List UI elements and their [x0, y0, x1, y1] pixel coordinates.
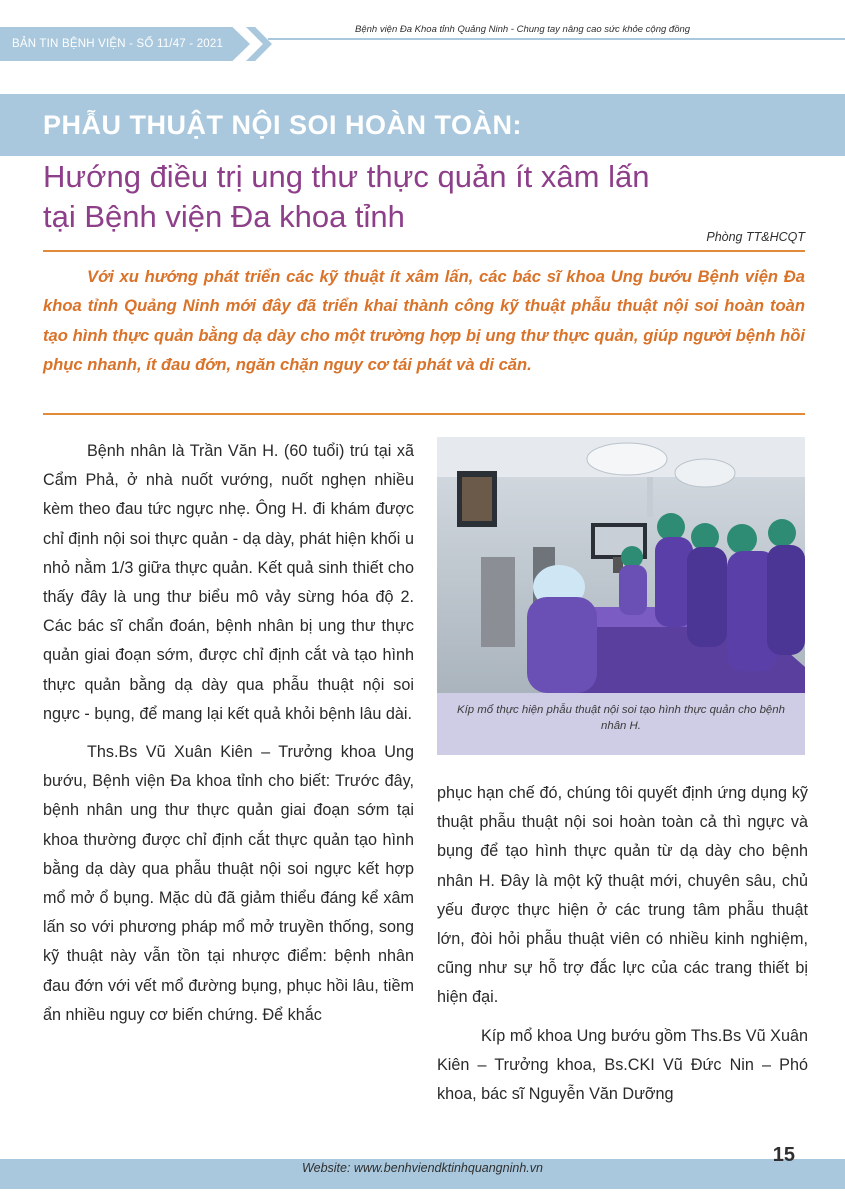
- article-subtitle-line-1: Hướng điều trị ung thư thực quản ít xâm lấn: [43, 159, 650, 194]
- left-column: [43, 437, 414, 1030]
- page-number: 15: [772, 1144, 795, 1166]
- article-byline: Phòng TT&HCQT: [706, 230, 805, 244]
- body-paragraph-2: Ths.Bs Vũ Xuân Kiên – Trưởng khoa Ung bướu, Bệnh viện Đa khoa tỉnh cho biết: Trước đây, bệnh nhân ung thư thực quản giai đoạn sớm tại khoa thường được chỉ định cắt thực quản tạo hình bằng dạ dày qua phẫu thuật nội soi ngực kết hợp mổ mở ổ bụng. Mặc dù đã giảm thiểu đáng kể xâm lấn so với phương pháp mổ mở truyền thống, song kỹ thuật này vẫn tồn tại nhược điểm: bệnh nhân đau đớn với vết mổ đường bụng, phục hồi lâu, tiềm ẩn nhiều nguy cơ biến chứng. Để khắc: [43, 743, 414, 1024]
- body-paragraph-2-continued: phục hạn chế đó, chúng tôi quyết định ứng dụng kỹ thuật phẫu thuật nội soi hoàn toàn cả thì ngực và bụng để tạo hình thực quản từ dạ dày cho bệnh nhân H. Đây là một kỹ thuật mới, chuyên sâu, chủ yếu được thực hiện ở các trung tâm phẫu thuật lớn, đòi hỏi phẫu thuật viên có nhiều kinh nghiệm, cũng như sự hỗ trợ đắc lực của các trang thiết bị hiện đại.: [437, 784, 808, 1007]
- body-paragraph-3: Kíp mổ khoa Ung bướu gồm Ths.Bs Vũ Xuân Kiên – Trưởng khoa, Bs.CKI Vũ Đức Nin – Phó khoa, bác sĩ Nguyễn Văn Dưỡng: [437, 1026, 808, 1104]
- article-subtitle-line-2: tại Bệnh viện Đa khoa tỉnh: [43, 199, 405, 234]
- body-paragraph-1: Bệnh nhân là Trần Văn H. (60 tuổi) trú tại xã Cẩm Phả, ở nhà nuốt vướng, nuốt nghẹn nhiều kèm theo đau tức ngực nhẹ. Ông H. đi khám được chỉ định nội soi thực quản - dạ dày, phát hiện khối u nhỏ nằm 1/3 giữa thực quản. Kết quả sinh thiết cho thấy đây là ung thư biểu mô vảy sừng hóa độ 2. Các bác sĩ chẩn đoán, bệnh nhân bị ung thư thực quản giai đoạn sớm, được chỉ định cắt và tạo hình thực quản bằng dạ dày qua phẫu thuật nội soi ngực - bụng, để mang lại kết quả khỏi bệnh lâu dài.: [43, 442, 414, 723]
- surgery-photo: [437, 437, 805, 693]
- lead-bottom-rule: [43, 413, 805, 415]
- photo-figure: [437, 437, 805, 755]
- right-column: [437, 779, 808, 1109]
- footer-website: Website: www.benhviendktinhquangninh.vn: [302, 1161, 543, 1175]
- header-tagline: Bệnh viện Đa Khoa tỉnh Quảng Ninh - Chung tay nâng cao sức khỏe cộng đồng: [355, 24, 691, 35]
- surgery-photo-illustration: [437, 437, 805, 693]
- header-issue-label: BẢN TIN BỆNH VIỆN - SỐ 11/47 - 2021: [12, 38, 224, 50]
- lead-top-rule: [43, 250, 805, 252]
- article-lead: Với xu hướng phát triển các kỹ thuật ít xâm lấn, các bác sĩ khoa Ung bướu Bệnh viện Đa khoa tỉnh Quảng Ninh mới đây đã triển khai thành công kỹ thuật phẫu thuật nội soi hoàn toàn tạo hình thực quản bằng dạ dày cho một trường hợp bị ung thư thực quản, giúp người bệnh hồi phục nhanh, ít đau đớn, ngăn chặn nguy cơ tái phát và di căn.: [43, 267, 805, 375]
- photo-caption: Kíp mổ thực hiện phẫu thuật nội soi tạo hình thực quản cho bệnh nhân H.: [457, 704, 785, 732]
- header-divider: [268, 38, 845, 40]
- article-title: PHẪU THUẬT NỘI SOI HOÀN TOÀN:: [43, 110, 522, 140]
